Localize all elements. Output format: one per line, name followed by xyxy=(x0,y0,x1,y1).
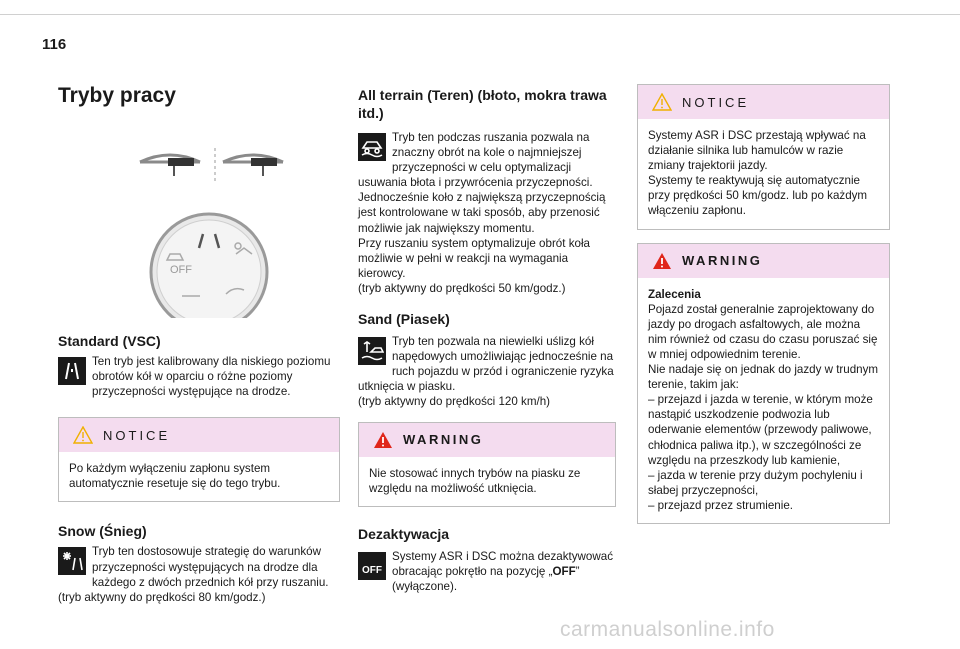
notice-text: Po każdym wyłączeniu zapłonu system automatycznie resetuje się do tego trybu. xyxy=(69,462,281,491)
warning-text: Pojazd został generalnie zaprojektowany do jazdy po drogach asfaltowych, ale można nim również od czasu do czasu poruszać się w mniej odpowiednim terenie. Nie nadaje się on jednak do jazdy w trudnym terenie, takim jak: – przejazd i jazda w terenie, w którym może nastąpić uszkodzenie podwozia lub oderwanie elementów (przewody paliwowe, chłodnica paliwa itp.), w szczególności ze względu na przeszkody lub kamienie, – jazda w terenie przy dużym pochyleniu i słabej przyczepności, – przejazd przez strumienie. xyxy=(648,302,879,512)
warning-box-1 xyxy=(358,422,616,507)
off-icon-label: OFF xyxy=(362,565,382,577)
mode-dial-illustration xyxy=(58,118,340,318)
notice-box-2 xyxy=(637,84,890,230)
warning-triangle-icon xyxy=(652,252,672,270)
warning-box-2 xyxy=(637,243,890,524)
warning-header xyxy=(359,423,615,457)
off-mode-icon xyxy=(358,552,386,580)
sand-heading: Sand (Piasek) xyxy=(358,311,450,328)
steering-wheel-left-icon xyxy=(140,155,200,176)
allterrain-heading: All terrain (Teren) (błoto, mokra trawa itd.) xyxy=(358,87,607,121)
sand-mode-icon xyxy=(358,337,386,365)
top-rule xyxy=(0,14,960,15)
column-1 xyxy=(58,84,340,605)
steering-wheel-right-icon xyxy=(223,155,283,176)
notice-text: Systemy ASR i DSC przestają wpływać na działanie silnika lub hamulców w razie zmiany trajektorii jazdy. Systemy te reaktywują się automatycznie przy prędkości 50 km/godz. lub po każdym włączeniu zapłonu. xyxy=(648,129,868,218)
warning-header xyxy=(638,244,889,278)
notice-triangle-icon xyxy=(73,426,93,444)
notice-label: NOTICE xyxy=(103,427,171,443)
notice-box-1 xyxy=(58,417,340,502)
notice-header xyxy=(59,418,339,452)
warning-subtitle: Zalecenia xyxy=(648,287,701,301)
standard-mode-icon xyxy=(58,357,86,385)
sand-text: Tryb ten pozwala na niewielki uślizg kół napędowych umożliwiając jednocześnie na ruch pojazdu w przód i ograniczenie ryzyka utknięcia w piasku. (tryb aktywny do prędkości 120 km/h) xyxy=(358,335,614,409)
snow-text: Tryb ten dostosowuje strategię do warunków przyczepności występujących na drodze dla każdego z dwóch przednich kół przy ruszaniu. (tryb aktywny do prędkości 80 km/godz.) xyxy=(58,545,329,604)
warning-text: Nie stosować innych trybów na piasku ze względu na możliwość utknięcia. xyxy=(369,466,581,495)
page-number: 116 xyxy=(42,36,67,53)
dial-off-label: OFF xyxy=(170,264,192,276)
deactivation-heading: Dezaktywacja xyxy=(358,525,450,542)
notice-header xyxy=(638,85,889,119)
standard-heading: Standard (VSC) xyxy=(58,333,161,349)
notice-triangle-icon xyxy=(652,93,672,111)
standard-text: Ten tryb jest kalibrowany dla niskiego poziomu obrotów kół w oparciu o różne poziomy przyczepności występujące na drodze. xyxy=(92,355,331,399)
snow-heading: Snow (Śnieg) xyxy=(58,523,147,540)
warning-triangle-icon xyxy=(373,431,393,449)
snow-mode-icon xyxy=(58,547,86,575)
section-title: Tryby pracy xyxy=(58,84,176,107)
deactivation-text: Systemy ASR i DSC można dezaktywować obracając pokrętło na pozycję „OFF” (wyłączone). xyxy=(392,549,613,593)
column-2 xyxy=(358,84,616,594)
allterrain-mode-icon xyxy=(358,133,386,161)
watermark: carmanualsonline.info xyxy=(560,618,775,641)
warning-label: WARNING xyxy=(682,253,763,269)
column-3 xyxy=(637,84,890,524)
allterrain-text: Tryb ten podczas ruszania pozwala na znaczny obrót na kole o najmniejszej przyczepności w celu optymalizacji usuwania błota i przywrócenia przyczepności. Jednocześnie koło z największą przyczepnością jest kontrolowane w taki sposób, aby przenosić możliwie jak największy momentu. Przy ruszaniu system optymalizuje obrót koła możliwie w pełni w reakcji na wymagania kierowcy. (tryb aktywny do prędkości 50 km/godz.) xyxy=(358,131,606,295)
warning-label: WARNING xyxy=(403,432,484,447)
notice-label: NOTICE xyxy=(682,94,750,110)
